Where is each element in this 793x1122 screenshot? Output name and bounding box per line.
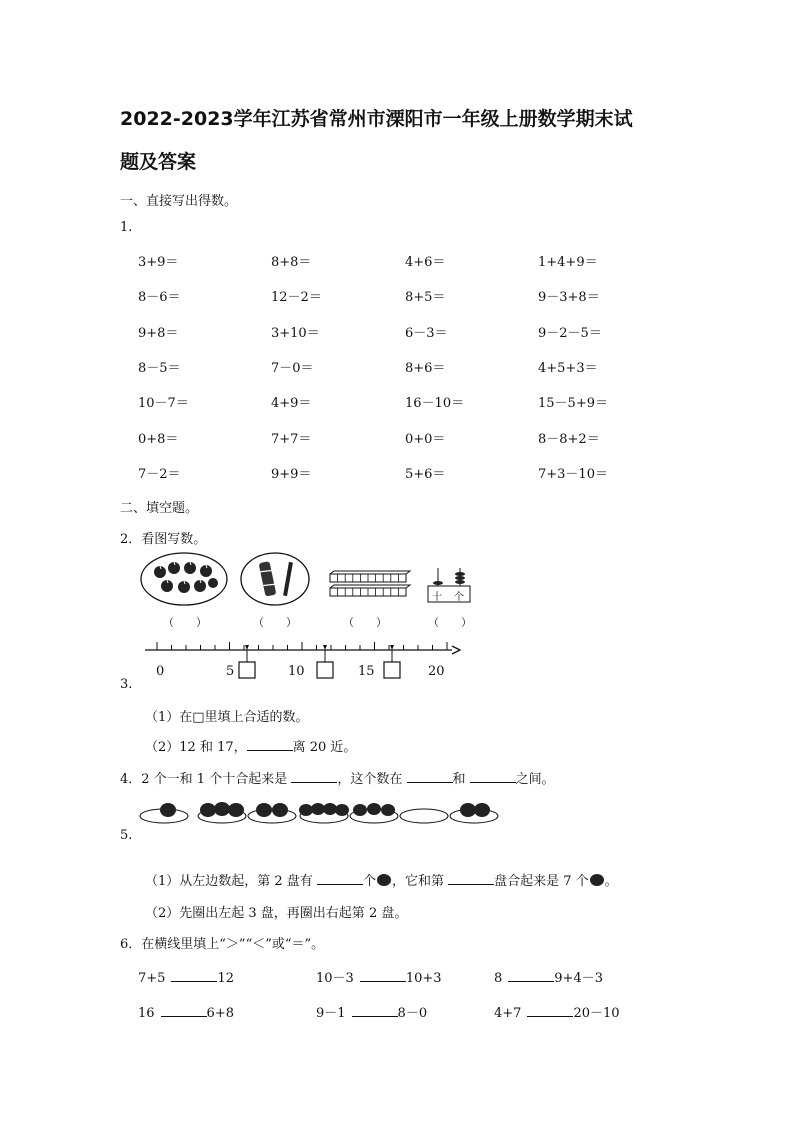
q5-blank-2[interactable] <box>448 870 494 885</box>
calc-problem: 3+10＝ <box>271 325 320 341</box>
cube-rods-figure <box>328 570 408 600</box>
calc-problem: 8－5＝ <box>138 360 181 376</box>
q6-left-expression: 16 <box>138 1006 155 1021</box>
tick-label-5: 5 <box>226 664 235 679</box>
question-6-heading: 6．在横线里填上“＞”“＜”或“＝”。 <box>120 937 325 952</box>
q6-answer-blank[interactable] <box>360 967 406 982</box>
sticks-oval-figure <box>240 552 312 608</box>
tick-label-0: 0 <box>156 664 165 679</box>
strawberry-icon <box>381 804 395 816</box>
q3-answer-blank[interactable] <box>247 736 293 751</box>
apple-icon <box>184 562 196 574</box>
number-line <box>140 638 465 688</box>
calc-problem: 4+9＝ <box>271 396 312 412</box>
strawberry-icon <box>256 803 272 817</box>
calc-problem: 8－6＝ <box>138 290 181 306</box>
strawberry-icon <box>272 803 288 817</box>
plate-3-icon <box>248 809 296 823</box>
q5-blank-1[interactable] <box>317 870 363 885</box>
strawberry-icon <box>353 804 367 816</box>
calc-problem: 9－2－5＝ <box>538 325 602 341</box>
strawberry-icon <box>200 803 216 817</box>
calc-problem: 6－3＝ <box>405 325 448 341</box>
q2-answer-paren-1: （ ） <box>163 616 207 629</box>
q6-right-expression: 12 <box>217 971 234 986</box>
tick-label-20: 20 <box>428 664 445 679</box>
q6-comparison <box>138 1002 234 1021</box>
section1-heading: 一、直接写出得数。 <box>120 194 238 209</box>
q5-sub1-text-d: 盘合起来是 7 个 <box>494 874 589 889</box>
q4-text-c: 和 <box>452 772 466 787</box>
q6-answer-blank[interactable] <box>527 1002 573 1017</box>
q3-sub2-text-a: （2）12 和 17， <box>145 740 247 755</box>
q6-right-expression: 10+3 <box>405 971 442 986</box>
q4-blank-1[interactable] <box>291 768 337 783</box>
apple-icon <box>154 566 166 578</box>
q6-comparison <box>494 967 603 986</box>
q6-left-expression: 7+5 <box>138 971 166 986</box>
q4-blank-2[interactable] <box>407 768 453 783</box>
calc-problem: 15－5+9＝ <box>538 396 608 412</box>
abacus-bead-icon <box>455 576 465 580</box>
calc-problem: 8+8＝ <box>271 255 312 270</box>
tick-label-10: 10 <box>288 664 305 679</box>
q3-sub2-text-b: 离 20 近。 <box>292 740 357 755</box>
apple-icon <box>168 562 180 574</box>
q6-left-expression: 10－3 <box>316 971 354 986</box>
abacus-bead-icon <box>433 581 443 585</box>
q5-sub2: （2）先圈出左起 3 盘，再圈出右起第 2 盘。 <box>145 906 408 921</box>
calc-problem: 7+7＝ <box>271 431 312 447</box>
q6-answer-blank[interactable] <box>171 967 217 982</box>
q6-right-expression: 8－0 <box>397 1006 428 1021</box>
page-title-line1: 2022-2023学年江苏省常州市溧阳市一年级上册数学期末试 <box>120 108 633 130</box>
single-stick-icon <box>283 562 293 596</box>
marker-arrow-icon <box>245 645 249 650</box>
calc-problem: 7－0＝ <box>271 360 314 376</box>
calc-problem: 9－3+8＝ <box>538 290 600 306</box>
answer-box-1[interactable] <box>239 662 255 678</box>
q6-comparison <box>494 1002 620 1021</box>
strawberry-icon <box>214 802 230 816</box>
apple-icon <box>178 581 190 593</box>
plates-figure <box>140 796 510 830</box>
calc-problem: 9+9＝ <box>271 466 312 482</box>
strawberry-icon <box>589 871 605 887</box>
calc-problem: 4+6＝ <box>405 255 446 270</box>
strawberry-icon <box>460 803 476 817</box>
q2-answer-paren-2: （ ） <box>253 616 297 629</box>
tick-label-15: 15 <box>358 664 375 679</box>
number-line-arrow-icon <box>452 646 460 654</box>
strawberry-icon <box>323 803 337 815</box>
question-3-number: 3. <box>120 677 133 692</box>
calc-problem: 7+3－10＝ <box>538 466 608 482</box>
apples-oval-figure <box>140 552 230 608</box>
calc-problem: 3+9＝ <box>138 255 179 270</box>
q4-text-b: ，这个数在 <box>337 772 403 787</box>
q2-answer-paren-4: （ ） <box>428 616 472 629</box>
q2-answer-paren-3: （ ） <box>343 616 387 629</box>
strawberry-icon <box>160 803 176 817</box>
calc-problem: 9+8＝ <box>138 325 179 341</box>
q5-sub1-text-c: ，它和第 <box>391 874 444 889</box>
calc-problem: 8+5＝ <box>405 290 446 306</box>
q6-left-expression: 4+7 <box>494 1006 522 1021</box>
plate-6-icon <box>400 809 448 823</box>
answer-box-3[interactable] <box>384 662 400 678</box>
strawberry-icon <box>299 804 313 816</box>
q6-left-expression: 9－1 <box>316 1006 346 1021</box>
calc-problem: 5+6＝ <box>405 466 446 482</box>
q6-left-expression: 8 <box>494 971 503 986</box>
marker-arrow-icon <box>390 645 394 650</box>
strawberry-icon <box>228 803 244 817</box>
calc-problem: 10－7＝ <box>138 396 189 412</box>
q5-sub1-text-a: （1）从左边数起，第 2 盘有 <box>145 874 313 889</box>
question-4 <box>120 768 555 787</box>
calc-problem: 16－10＝ <box>405 396 465 412</box>
strawberry-icon <box>367 803 381 815</box>
answer-box-2[interactable] <box>317 662 333 678</box>
strawberry-icon <box>376 871 392 887</box>
question-2-label: 2．看图写数。 <box>120 532 207 547</box>
stick-bundle-icon <box>258 561 277 597</box>
q5-sub1 <box>145 870 618 889</box>
q6-comparison <box>138 967 234 986</box>
abacus-bead-icon <box>455 572 465 576</box>
calc-problem: 8+6＝ <box>405 360 446 376</box>
strawberry-icon <box>474 803 490 817</box>
q4-text-a: 4．2 个一和 1 个十合起来是 <box>120 772 288 787</box>
abacus-bead-icon <box>455 580 465 584</box>
strawberry-icon <box>311 803 325 815</box>
calc-problem: 0+0＝ <box>405 431 446 447</box>
calc-problem: 4+5+3＝ <box>538 360 598 376</box>
q6-comparison <box>316 1002 427 1021</box>
apple-icon <box>194 580 206 592</box>
q6-answer-blank[interactable] <box>352 1002 398 1017</box>
apple-icon <box>161 580 173 592</box>
q6-answer-blank[interactable] <box>508 967 554 982</box>
page-title-line2: 题及答案 <box>120 151 197 173</box>
q5-sub1-text-e: 。 <box>604 874 618 889</box>
calc-problem: 8－8+2＝ <box>538 431 600 447</box>
question-5-number: 5. <box>120 828 133 843</box>
calc-problem: 12－2＝ <box>271 290 322 306</box>
strawberry-icon <box>335 804 349 816</box>
apple-icon <box>208 578 218 588</box>
q6-answer-blank[interactable] <box>161 1002 207 1017</box>
q6-right-expression: 20－10 <box>573 1006 620 1021</box>
marker-arrow-icon <box>323 645 327 650</box>
section2-heading: 二、填空题。 <box>120 501 199 516</box>
q3-sub1: （1）在□里填上合适的数。 <box>145 710 309 725</box>
q4-text-d: 之间。 <box>515 772 555 787</box>
q6-right-expression: 9+4－3 <box>554 971 603 986</box>
abacus-ones-label: 个 <box>454 592 464 603</box>
q3-sub2 <box>145 736 356 755</box>
calc-problem: 1+4+9＝ <box>538 255 598 270</box>
calc-problem: 7－2＝ <box>138 466 181 482</box>
q6-right-expression: 6+8 <box>206 1006 234 1021</box>
q6-comparison <box>316 967 442 986</box>
calc-problem: 0+8＝ <box>138 431 179 447</box>
question-1-number: 1. <box>120 220 133 235</box>
q5-sub1-text-b: 个 <box>362 874 376 889</box>
q4-blank-3[interactable] <box>470 768 516 783</box>
apple-icon <box>200 565 212 577</box>
abacus-tens-label: 十 <box>432 592 442 603</box>
